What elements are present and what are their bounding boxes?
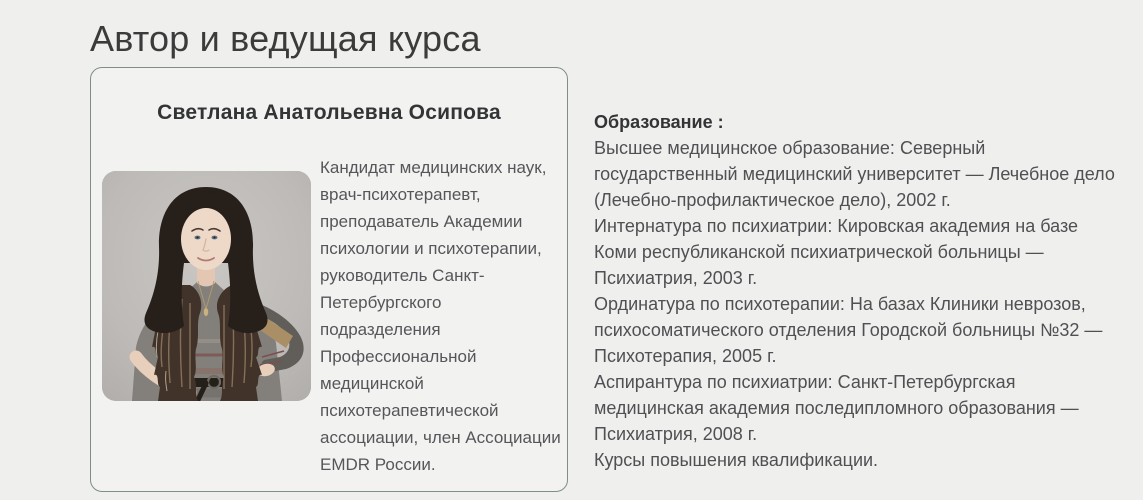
author-photo bbox=[102, 171, 311, 401]
education-item: Высшее медицинское образование: Северный государственный медицинский университет — Лечебное дело (Лечебно-профилактическое дело), 2002 г. bbox=[594, 138, 1115, 210]
education-item: Ординатура по психотерапии: На базах Клиники неврозов, психосоматического отделения Городской больницы №32 — Психотерапия, 2005 г. bbox=[594, 294, 1103, 366]
education-item: Интернатура по психиатрии: Кировская академия на базе Коми республиканской психиатрической больницы — Психиатрия, 2003 г. bbox=[594, 216, 1079, 288]
author-portrait-illustration bbox=[102, 171, 311, 401]
education-item: Курсы повышения квалификации. bbox=[594, 450, 879, 470]
author-bio: Кандидат медицинских наук, врач-психотерапевт, преподаватель Академии психологии и психотерапии, руководитель Санкт-Петербургского подразделения Профессиональной медицинской психотерапевтической ассоциации, член Ассоциации EMDR России. bbox=[320, 158, 561, 474]
author-name: Светлана Анатольевна Осипова bbox=[157, 101, 501, 124]
author-card bbox=[90, 67, 568, 492]
education-section bbox=[594, 109, 1120, 473]
education-item: Аспирантура по психиатрии: Санкт-Петербургская медицинская академия последипломного образования — Психиатрия, 2008 г. bbox=[594, 372, 1079, 444]
section-title: Автор и ведущая курса bbox=[90, 18, 481, 60]
education-title: Образование : bbox=[594, 112, 724, 132]
